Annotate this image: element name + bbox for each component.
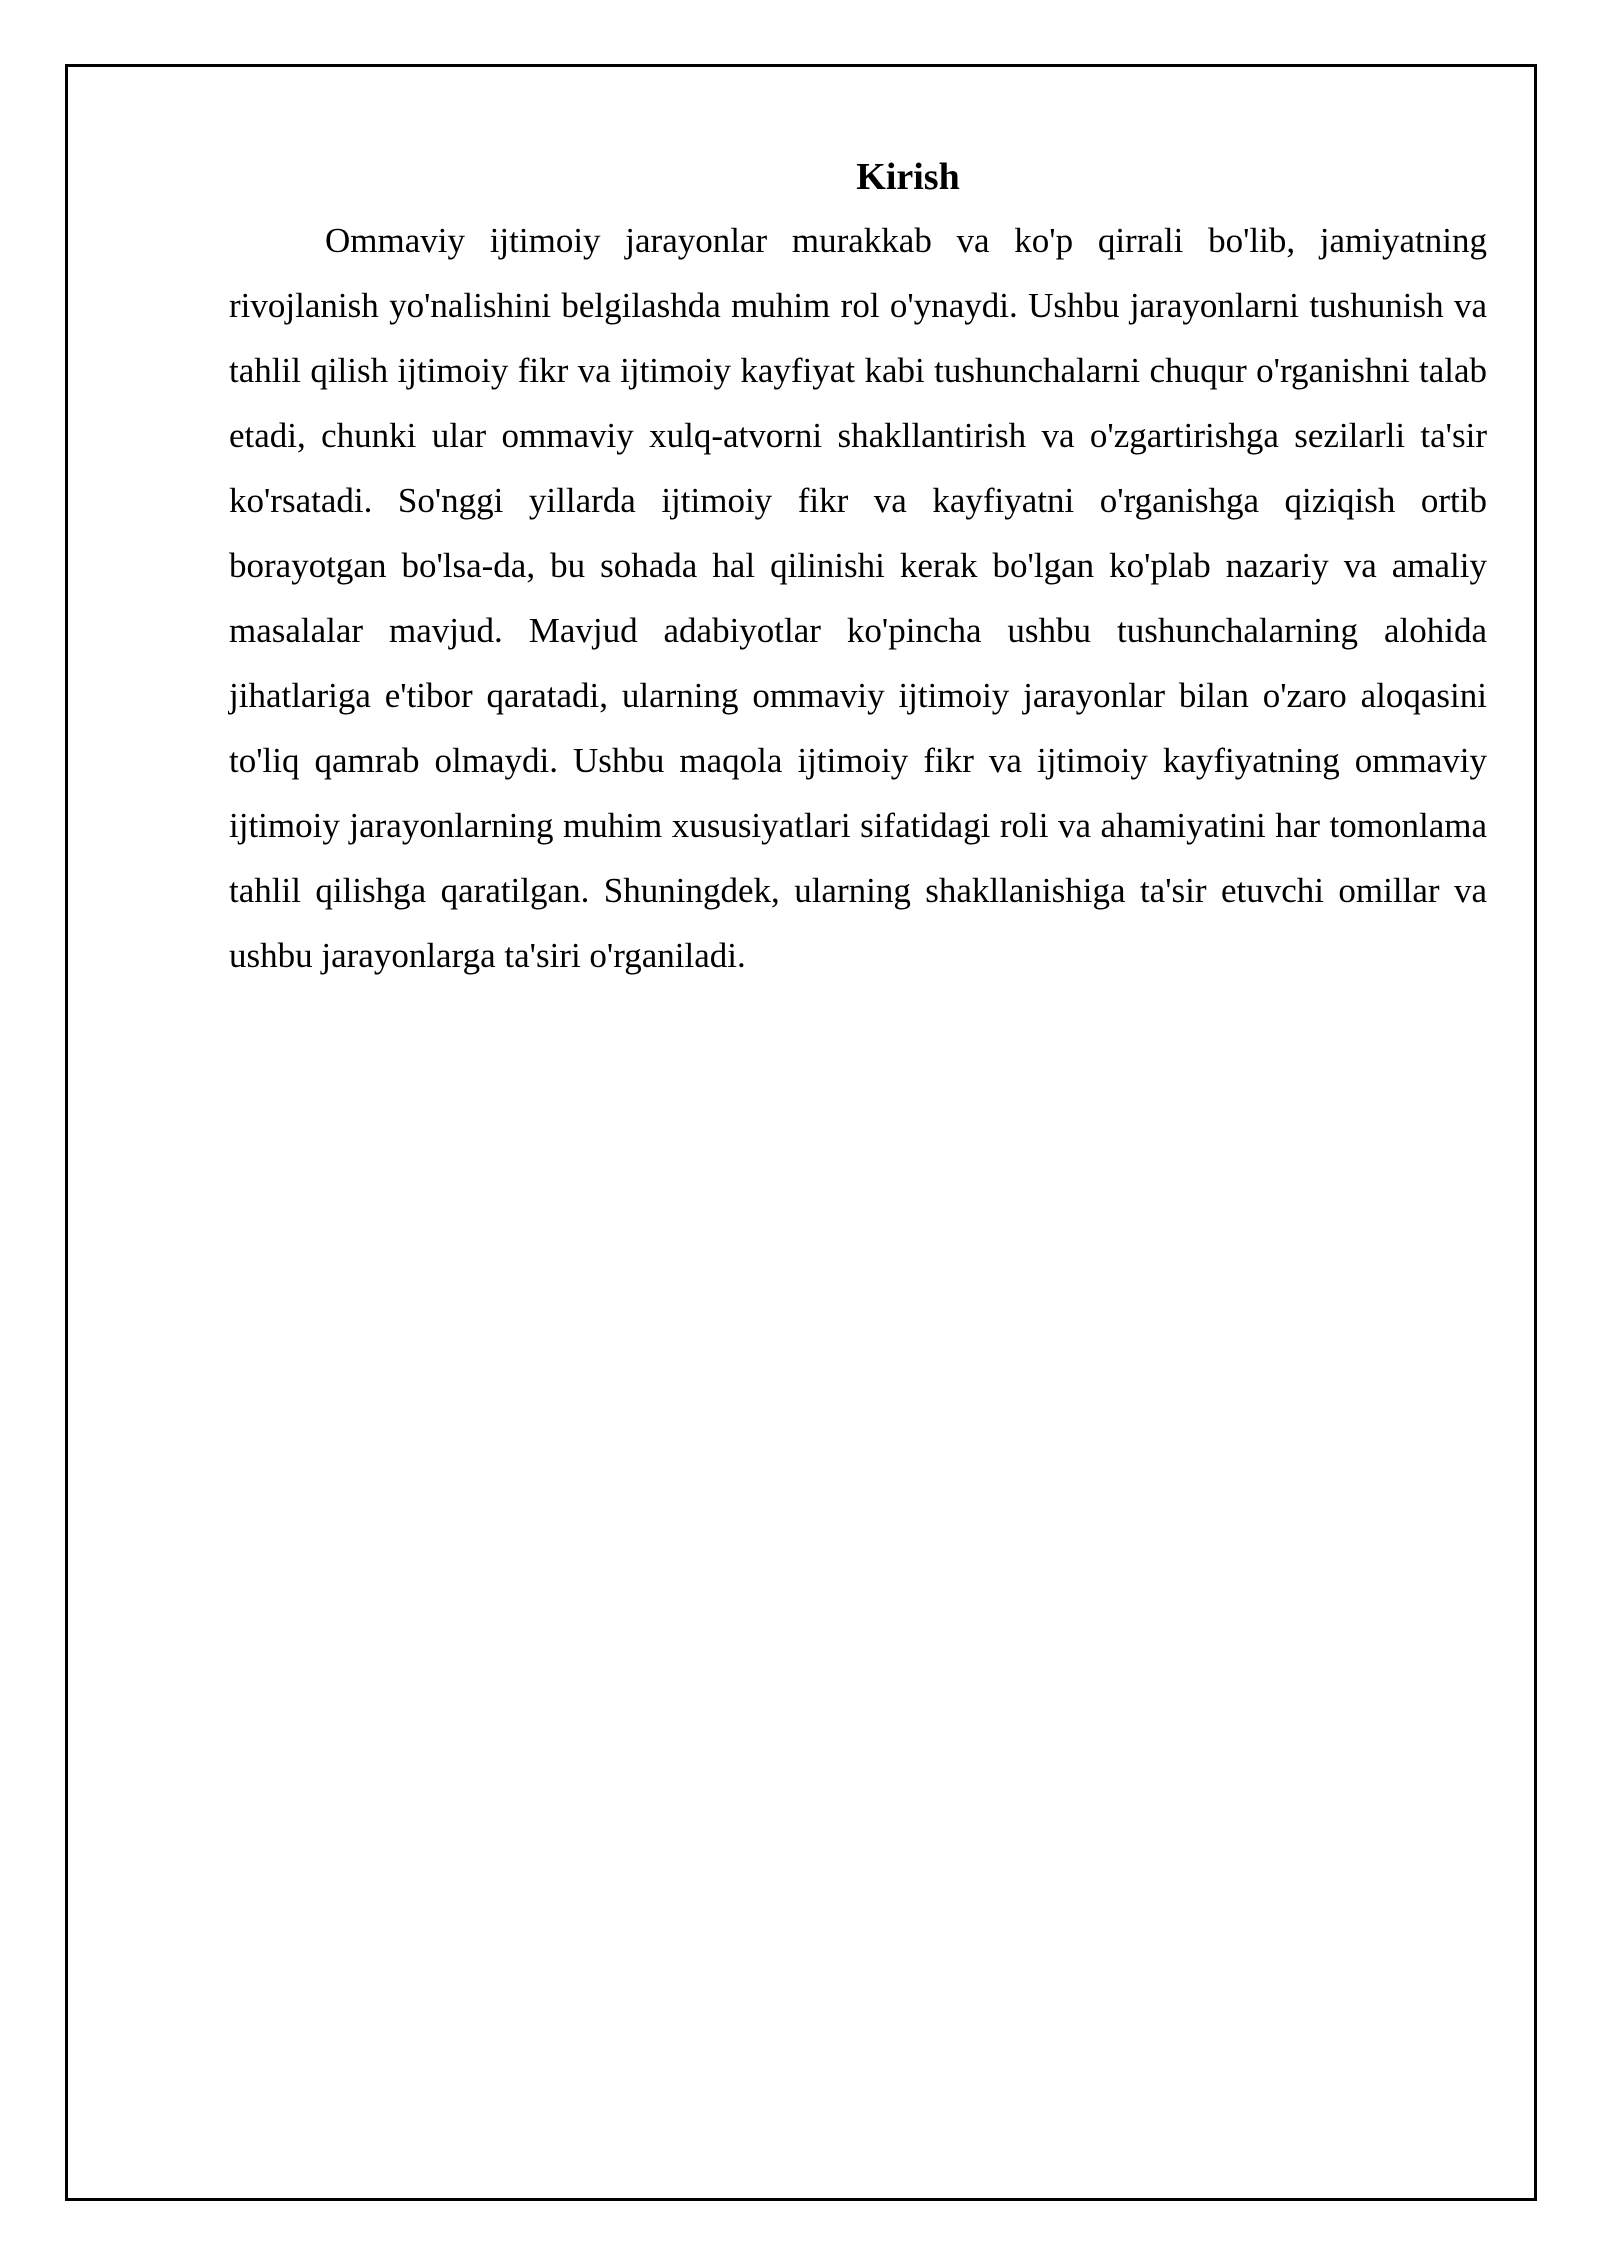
document-content xyxy=(229,150,1487,988)
section-heading: Kirish xyxy=(856,156,960,198)
body-paragraph: Ommaviy ijtimoiy jarayonlar murakkab va ko'p qirrali bo'lib, jamiyatning rivojlanish yo'nalishini belgilashda muhim rol o'ynaydi. Ushbu jarayonlarni tushunish va tahlil qilish ijtimoiy fikr va ijtimoiy kayfiyat kabi tushunchalarni chuqur o'rganishni talab etadi, chunki ular ommaviy xulq-atvorni shakllantirish va o'zgartirishga sezilarli ta'sir ko'rsatadi. So'nggi yillarda ijtimoiy fikr va kayfiyatni o'rganishga qiziqish ortib borayotgan bo'lsa-da, bu sohada hal qilinishi kerak bo'lgan ko'plab nazariy va amaliy masalalar mavjud. Mavjud adabiyotlar ko'pincha ushbu tushunchalarning alohida jihatlariga e'tibor qaratadi, ularning ommaviy ijtimoiy jarayonlar bilan o'zaro aloqasini to'liq qamrab olmaydi. Ushbu maqola ijtimoiy fikr va ijtimoiy kayfiyatning ommaviy ijtimoiy jarayonlarning muhim xususiyatlari sifatidagi roli va ahamiyatini har tomonlama tahlil qilishga qaratilgan. Shuningdek, ularning shakllanishiga ta'sir etuvchi omillar va ushbu jarayonlarga ta'siri o'rganiladi. xyxy=(229,221,1487,975)
